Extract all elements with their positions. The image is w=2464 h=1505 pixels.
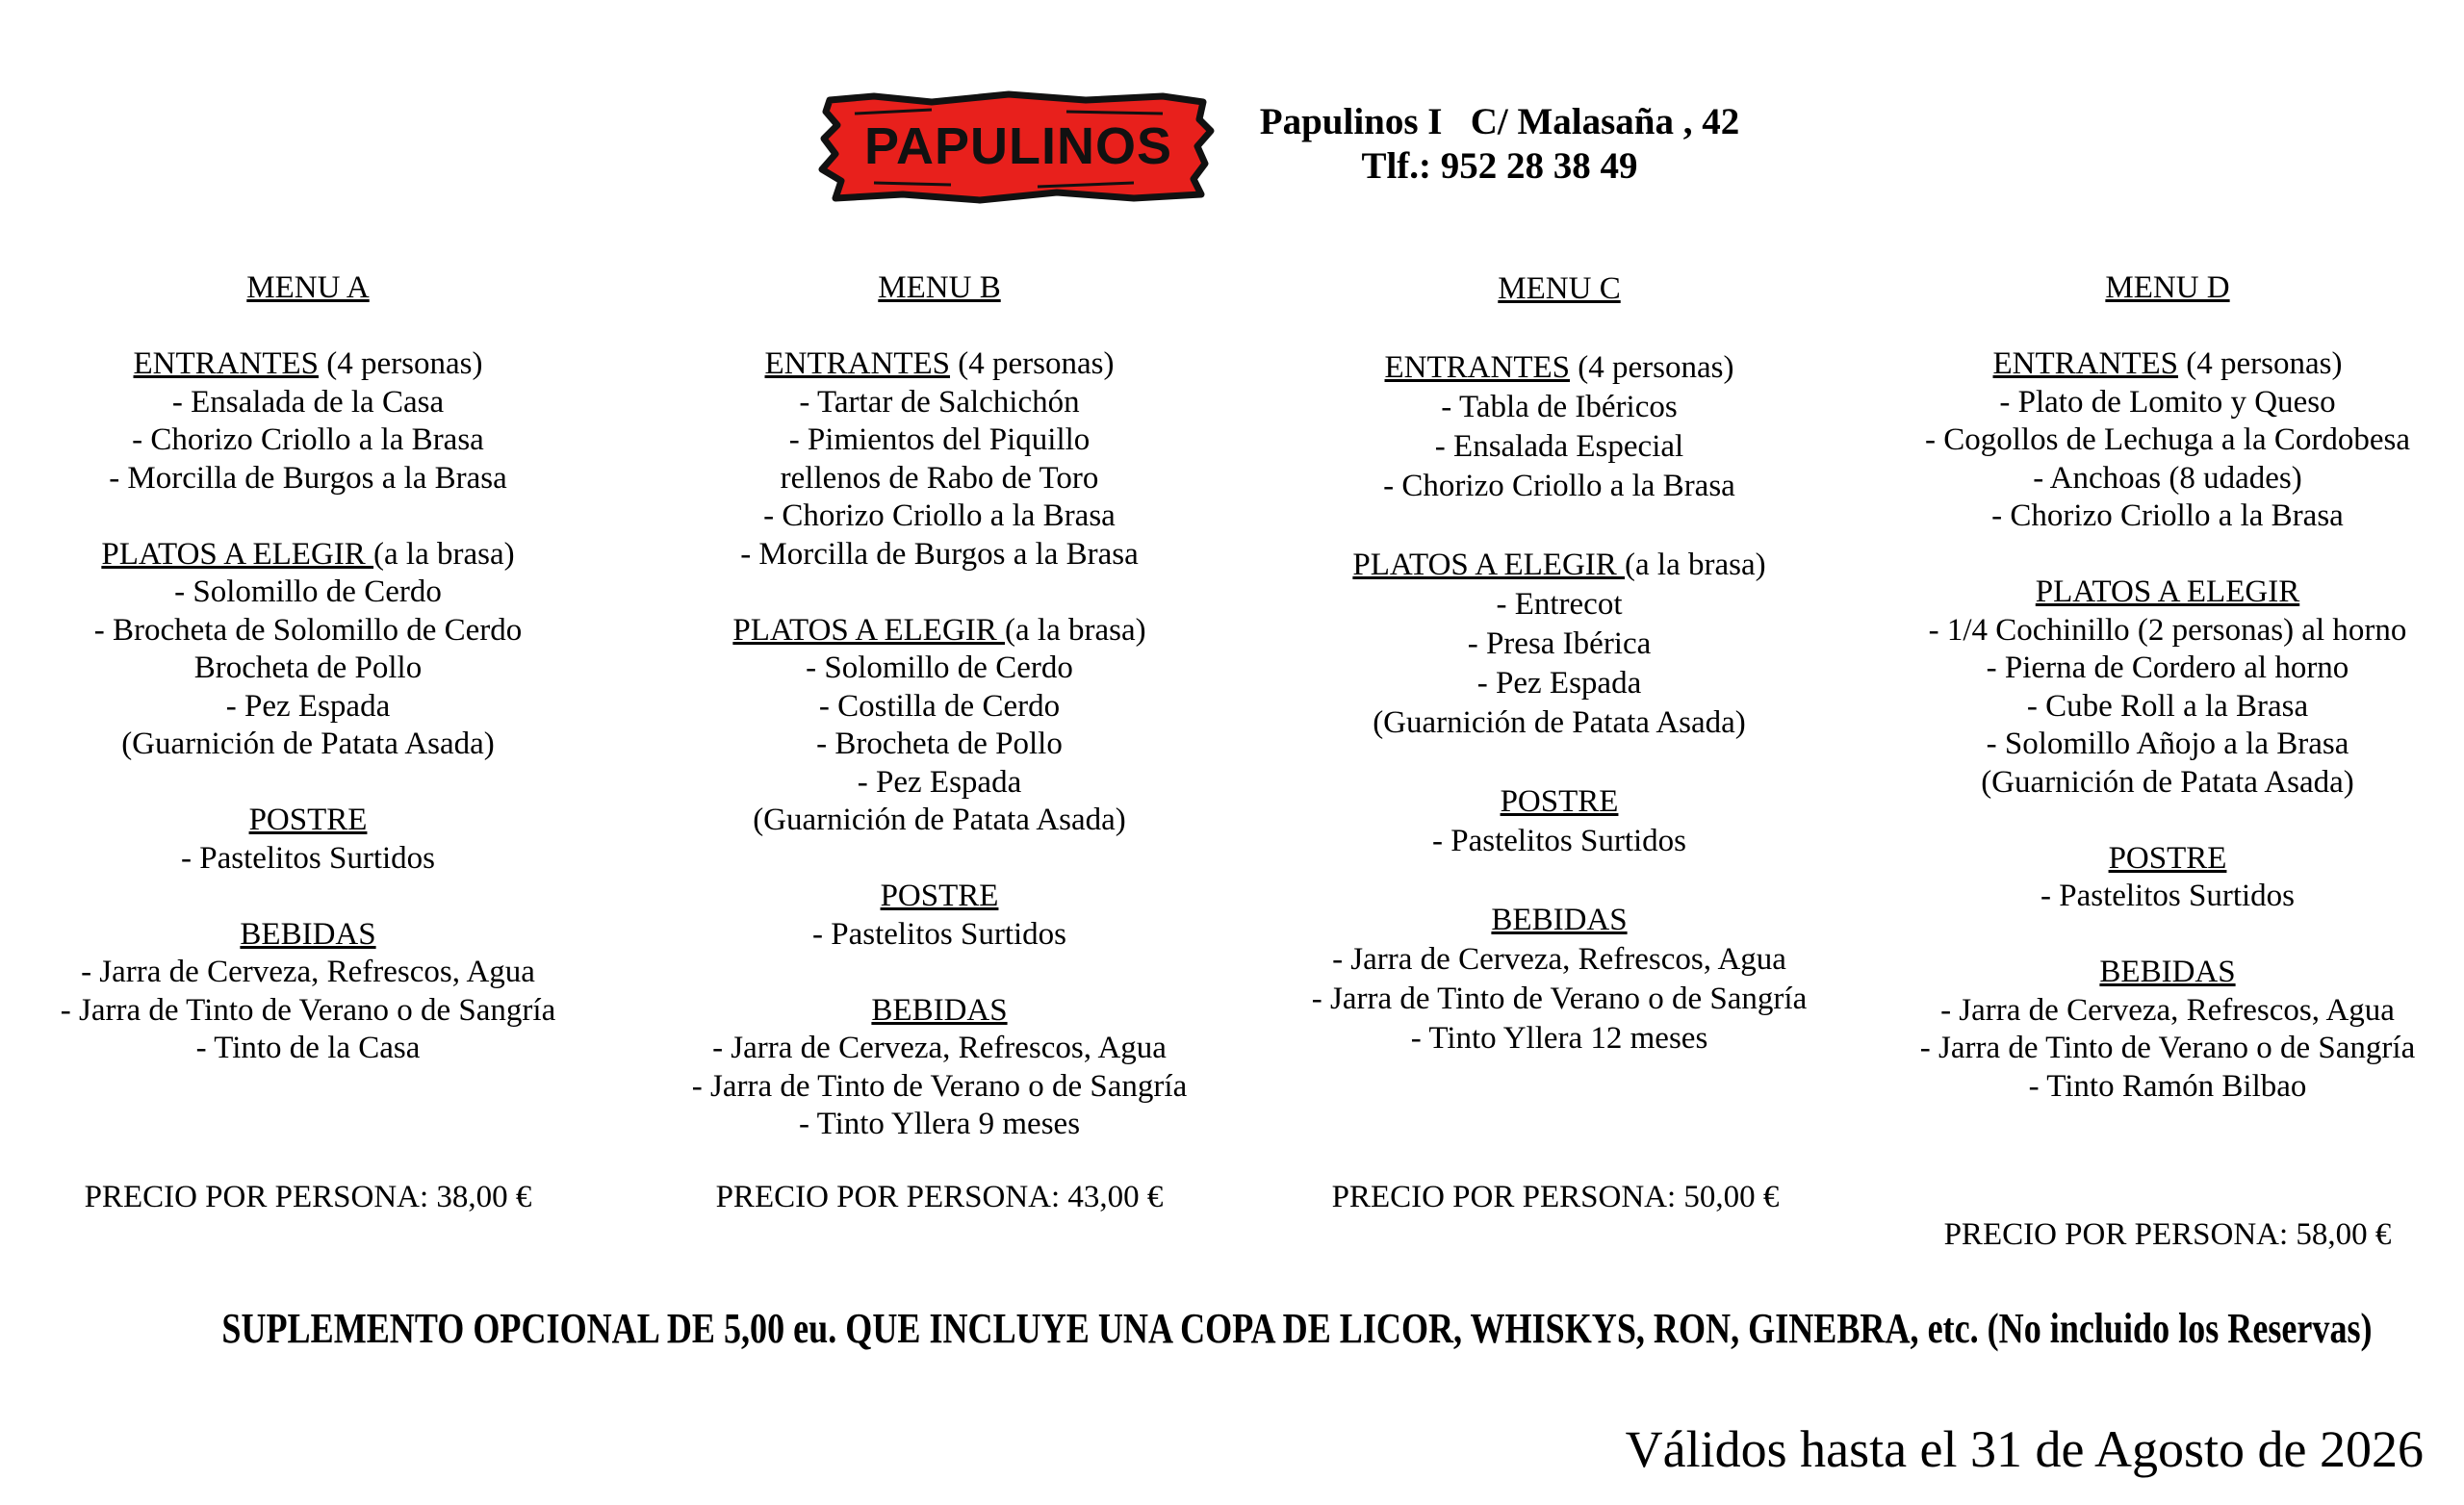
- spacer: [1860, 802, 2464, 840]
- postre-item: - Pastelitos Surtidos: [2040, 879, 2296, 913]
- entrantes-item: - Chorizo Criollo a la Brasa: [1991, 498, 2344, 533]
- entrantes-item: - Tartar de Salchichón: [799, 384, 1080, 420]
- address-line: Papulinos I C/ Malasaña , 42: [1259, 101, 1740, 142]
- postre-label: POSTRE: [1500, 784, 1619, 819]
- spacer: [631, 574, 1247, 612]
- spacer: [0, 308, 616, 346]
- entrantes-label: ENTRANTES: [764, 346, 951, 381]
- entrantes-note: (4 personas): [319, 346, 483, 381]
- entrantes-item: - Morcilla de Burgos a la Brasa: [109, 460, 507, 496]
- entrantes-note: (4 personas): [1570, 350, 1734, 385]
- platos-a-elegir-note: (a la brasa): [373, 536, 515, 572]
- platos-a-elegir-item: - Solomillo Añojo a la Brasa: [1986, 727, 2349, 761]
- postre-heading: [631, 878, 1247, 916]
- validity-note: Válidos hasta el 31 de Agosto de 2026: [1625, 1420, 2424, 1478]
- postre-label: POSTRE: [2108, 840, 2227, 876]
- bebidas-item: - Jarra de Cerveza, Refrescos, Agua: [1940, 992, 2395, 1028]
- platos-a-elegir-item: - Costilla de Cerdo: [818, 688, 1061, 724]
- postre-label: POSTRE: [248, 803, 368, 837]
- price-menu-a: PRECIO POR PERSONA: 38,00 €: [84, 1180, 532, 1214]
- entrantes-note: (4 personas): [950, 346, 1115, 381]
- platos-a-elegir-label: PLATOS A ELEGIR: [1352, 548, 1626, 582]
- spacer: [1860, 536, 2464, 574]
- platos-a-elegir-item: - Brocheta de Solomillo de Cerdo: [93, 612, 523, 648]
- bebidas-item: - Jarra de Tinto de Verano o de Sangría: [691, 1068, 1188, 1104]
- spacer: [1860, 916, 2464, 955]
- bebidas-item: - Jarra de Cerveza, Refrescos, Agua: [1332, 942, 1786, 977]
- platos-a-elegir-item: Brocheta de Pollo: [193, 650, 423, 685]
- entrantes-item: - Anchoas (8 udades): [2033, 460, 2302, 496]
- spacer: [1251, 506, 1867, 546]
- price-menu-b: PRECIO POR PERSONA: 43,00 €: [715, 1180, 1164, 1214]
- spacer: [631, 308, 1247, 346]
- price-menu-d: PRECIO POR PERSONA: 58,00 €: [1943, 1217, 2392, 1252]
- bebidas-item: - Jarra de Tinto de Verano o de Sangría: [1919, 1031, 2416, 1065]
- platos-a-elegir-item: - Solomillo de Cerdo: [174, 574, 442, 609]
- entrantes-item: - Ensalada Especial: [1434, 429, 1684, 464]
- platos-a-elegir-label: PLATOS A ELEGIR: [2035, 574, 2300, 609]
- platos-a-elegir-label: PLATOS A ELEGIR: [732, 612, 1006, 648]
- platos-a-elegir-item: - Brocheta de Pollo: [816, 727, 1063, 761]
- entrantes-heading: [1860, 345, 2464, 384]
- platos-a-elegir-item: - Pierna de Cordero al horno: [1986, 650, 2349, 685]
- platos-a-elegir-item: (Guarnición de Patata Asada): [753, 803, 1126, 837]
- menu-title: MENU B: [878, 270, 1001, 305]
- bebidas-item: - Tinto Ramón Bilbao: [2028, 1068, 2307, 1104]
- entrantes-heading: [631, 345, 1247, 384]
- platos-a-elegir-item: (Guarnición de Patata Asada): [121, 727, 495, 761]
- entrantes-item: - Ensalada de la Casa: [171, 384, 445, 420]
- platos-a-elegir-item: - Pez Espada: [857, 764, 1022, 800]
- spacer: [1251, 743, 1867, 782]
- entrantes-item: rellenos de Rabo de Toro: [780, 460, 1099, 496]
- entrantes-item: - Chorizo Criollo a la Brasa: [1383, 469, 1735, 503]
- spacer: [0, 878, 616, 916]
- entrantes-item: - Pimientos del Piquillo: [788, 422, 1091, 457]
- spacer: [1251, 309, 1867, 348]
- papulinos-logo: [816, 90, 1220, 204]
- platos-a-elegir-item: - Presa Ibérica: [1467, 626, 1652, 661]
- menu-title: MENU A: [246, 270, 370, 305]
- postre-item: - Pastelitos Surtidos: [180, 840, 436, 876]
- platos-a-elegir-heading: [631, 612, 1247, 650]
- spacer: [1860, 308, 2464, 346]
- bebidas-label: BEBIDAS: [1491, 903, 1628, 937]
- bebidas-label: BEBIDAS: [2099, 955, 2236, 989]
- platos-a-elegir-item: - Pez Espada: [1476, 666, 1642, 701]
- bebidas-item: - Tinto Yllera 12 meses: [1410, 1021, 1708, 1056]
- postre-heading: [1860, 840, 2464, 879]
- bebidas-heading: [0, 916, 616, 955]
- platos-a-elegir-item: - Entrecot: [1496, 587, 1623, 622]
- entrantes-item: - Morcilla de Burgos a la Brasa: [740, 536, 1139, 572]
- bebidas-item: - Tinto de la Casa: [195, 1031, 421, 1065]
- bebidas-item: - Jarra de Cerveza, Refrescos, Agua: [712, 1031, 1167, 1065]
- menu-column-c: [1251, 269, 1867, 1059]
- price-menu-c: PRECIO POR PERSONA: 50,00 €: [1331, 1180, 1780, 1214]
- entrantes-label: ENTRANTES: [1384, 350, 1571, 385]
- platos-a-elegir-label: PLATOS A ELEGIR: [101, 536, 374, 572]
- bebidas-heading: [1251, 901, 1867, 940]
- restaurant-address: [1249, 100, 1750, 189]
- platos-a-elegir-note: (a la brasa): [1625, 548, 1766, 582]
- postre-label: POSTRE: [880, 879, 999, 913]
- platos-a-elegir-note: (a la brasa): [1005, 612, 1146, 648]
- phone-line: Tlf.: 952 28 38 49: [1361, 145, 1638, 187]
- entrantes-item: - Tabla de Ibéricos: [1441, 390, 1678, 424]
- platos-a-elegir-item: - Solomillo de Cerdo: [806, 650, 1073, 685]
- entrantes-item: - Chorizo Criollo a la Brasa: [763, 498, 1116, 533]
- postre-heading: [1251, 782, 1867, 822]
- platos-a-elegir-item: - 1/4 Cochinillo (2 personas) al horno: [1928, 612, 2407, 648]
- spacer: [1251, 861, 1867, 901]
- platos-a-elegir-heading: [1251, 546, 1867, 585]
- postre-item: - Pastelitos Surtidos: [1431, 824, 1687, 858]
- spacer: [631, 954, 1247, 992]
- postre-item: - Pastelitos Surtidos: [811, 916, 1067, 952]
- entrantes-item: - Plato de Lomito y Queso: [1999, 384, 2336, 420]
- spacer: [0, 497, 616, 536]
- bebidas-item: - Tinto Yllera 9 meses: [798, 1107, 1081, 1141]
- menu-column-a: [0, 269, 616, 1068]
- menu-column-d: [1860, 269, 2464, 1106]
- entrantes-heading: [1251, 348, 1867, 388]
- bebidas-item: - Jarra de Cerveza, Refrescos, Agua: [81, 955, 535, 989]
- spacer: [631, 840, 1247, 879]
- bebidas-item: - Jarra de Tinto de Verano o de Sangría: [60, 992, 556, 1028]
- entrantes-note: (4 personas): [2178, 346, 2343, 381]
- platos-a-elegir-item: - Pez Espada: [225, 688, 391, 724]
- entrantes-label: ENTRANTES: [133, 346, 320, 381]
- bebidas-label: BEBIDAS: [240, 916, 376, 952]
- platos-a-elegir-heading: [1860, 574, 2464, 612]
- platos-a-elegir-item: (Guarnición de Patata Asada): [1981, 764, 2354, 800]
- spacer: [0, 764, 616, 803]
- menu-title: MENU D: [2105, 270, 2230, 305]
- entrantes-heading: [0, 345, 616, 384]
- platos-a-elegir-item: - Cube Roll a la Brasa: [2026, 688, 2309, 724]
- bebidas-heading: [1860, 954, 2464, 992]
- platos-a-elegir-item: (Guarnición de Patata Asada): [1373, 705, 1746, 740]
- menu-title: MENU C: [1498, 271, 1621, 306]
- entrantes-item: - Cogollos de Lechuga a la Cordobesa: [1924, 422, 2411, 457]
- entrantes-label: ENTRANTES: [1992, 346, 2179, 381]
- supplement-note: SUPLEMENTO OPCIONAL DE 5,00 eu. QUE INCLUYE UNA COPA DE LICOR, WHISKYS, RON, GINEBRA, etc. (No incluido los Reservas): [221, 1305, 2373, 1352]
- bebidas-item: - Jarra de Tinto de Verano o de Sangría: [1311, 982, 1808, 1016]
- logo-text: PAPULINOS: [863, 117, 1173, 175]
- platos-a-elegir-heading: [0, 536, 616, 574]
- menu-column-b: [631, 269, 1247, 1144]
- entrantes-item: - Chorizo Criollo a la Brasa: [132, 422, 484, 457]
- bebidas-label: BEBIDAS: [871, 992, 1008, 1028]
- postre-heading: [0, 802, 616, 840]
- bebidas-heading: [631, 992, 1247, 1031]
